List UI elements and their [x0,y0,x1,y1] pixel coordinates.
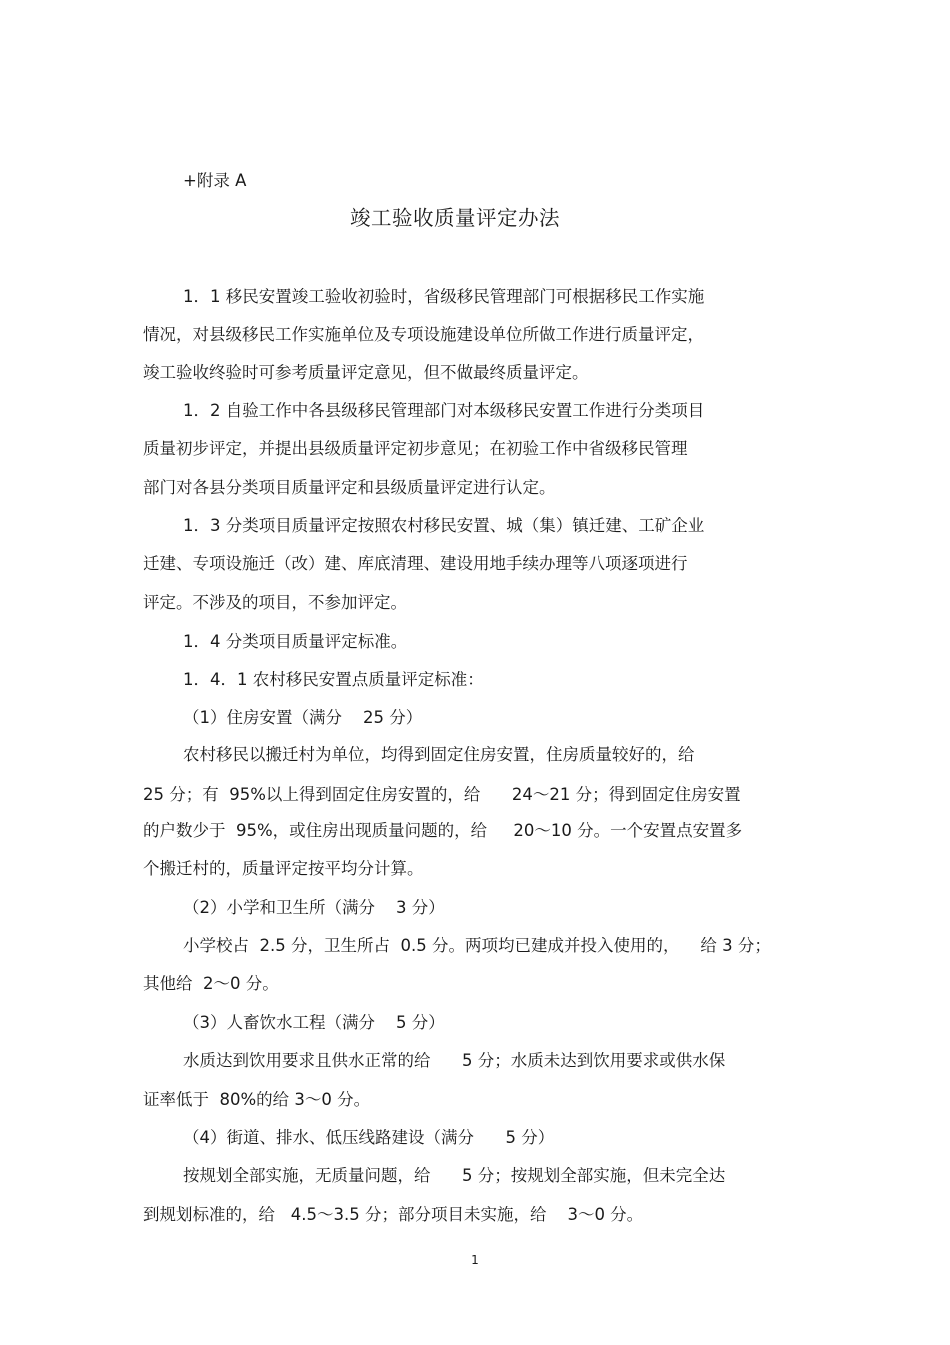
paragraph-line: 竣工验收终验时可参考质量评定意见，但不做最终质量评定。 [143,363,589,382]
paragraph-line: 个搬迁村的，质量评定按平均分计算。 [143,859,424,878]
paragraph-line: 评定。不涉及的项目，不参加评定。 [143,593,407,612]
paragraph-line: 证率低于 80%的给 3～0 分。 [143,1090,371,1109]
paragraph-line: 情况，对县级移民工作实施单位及专项设施建设单位所做工作进行质量评定， [143,325,704,344]
paragraph-line: 其他给 2～0 分。 [143,974,279,993]
section-heading: （4）街道、排水、低压线路建设（满分 5 分） [183,1128,555,1147]
paragraph-line: 按规划全部实施，无质量问题，给 5 分；按规划全部实施，但未完全达 [183,1166,726,1185]
paragraph-line: 水质达到饮用要求且供水正常的给 5 分；水质未达到饮用要求或供水保 [183,1051,726,1070]
paragraph-line: 1．2 自验工作中各县级移民管理部门对本级移民安置工作进行分类项目 [183,401,705,420]
paragraph-line: 部门对各县分类项目质量评定和县级质量评定进行认定。 [143,478,556,497]
paragraph-line: 质量初步评定，并提出县级质量评定初步意见；在初验工作中省级移民管理 [143,439,688,458]
paragraph-line: 1．4 分类项目质量评定标准。 [183,632,408,651]
section-heading: （3）人畜饮水工程（满分 5 分） [183,1013,445,1032]
section-heading: （2）小学和卫生所（满分 3 分） [183,898,445,917]
paragraph-line: 1．4．1 农村移民安置点质量评定标准： [183,670,484,689]
paragraph-line: 小学校占 2.5 分，卫生所占 0.5 分。两项均已建成并投入使用的， 给 3 分； [183,936,771,955]
paragraph-line: 25 分；有 95%以上得到固定住房安置的，给 24～21 分；得到固定住房安置 [143,785,741,804]
paragraph-line: 农村移民以搬迁村为单位，均得到固定住房安置，住房质量较好的，给 [183,745,695,764]
document-title: 竣工验收质量评定办法 [350,206,560,230]
page-number: 1 [471,1253,479,1267]
paragraph-line: 迁建、专项设施迁（改）建、库底清理、建设用地手续办理等八项逐项进行 [143,554,688,573]
paragraph-line: 1．3 分类项目质量评定按照农村移民安置、城（集）镇迁建、工矿企业 [183,516,705,535]
appendix-label: +附录 A [183,171,247,190]
paragraph-line: 到规划标准的，给 4.5～3.5 分；部分项目未实施，给 3～0 分。 [143,1205,644,1224]
paragraph-line: 的户数少于 95%，或住房出现质量问题的，给 20～10 分。一个安置点安置多 [143,821,743,840]
paragraph-line: 1．1 移民安置竣工验收初验时，省级移民管理部门可根据移民工作实施 [183,287,705,306]
section-heading: （1）住房安置（满分 25 分） [183,708,423,727]
